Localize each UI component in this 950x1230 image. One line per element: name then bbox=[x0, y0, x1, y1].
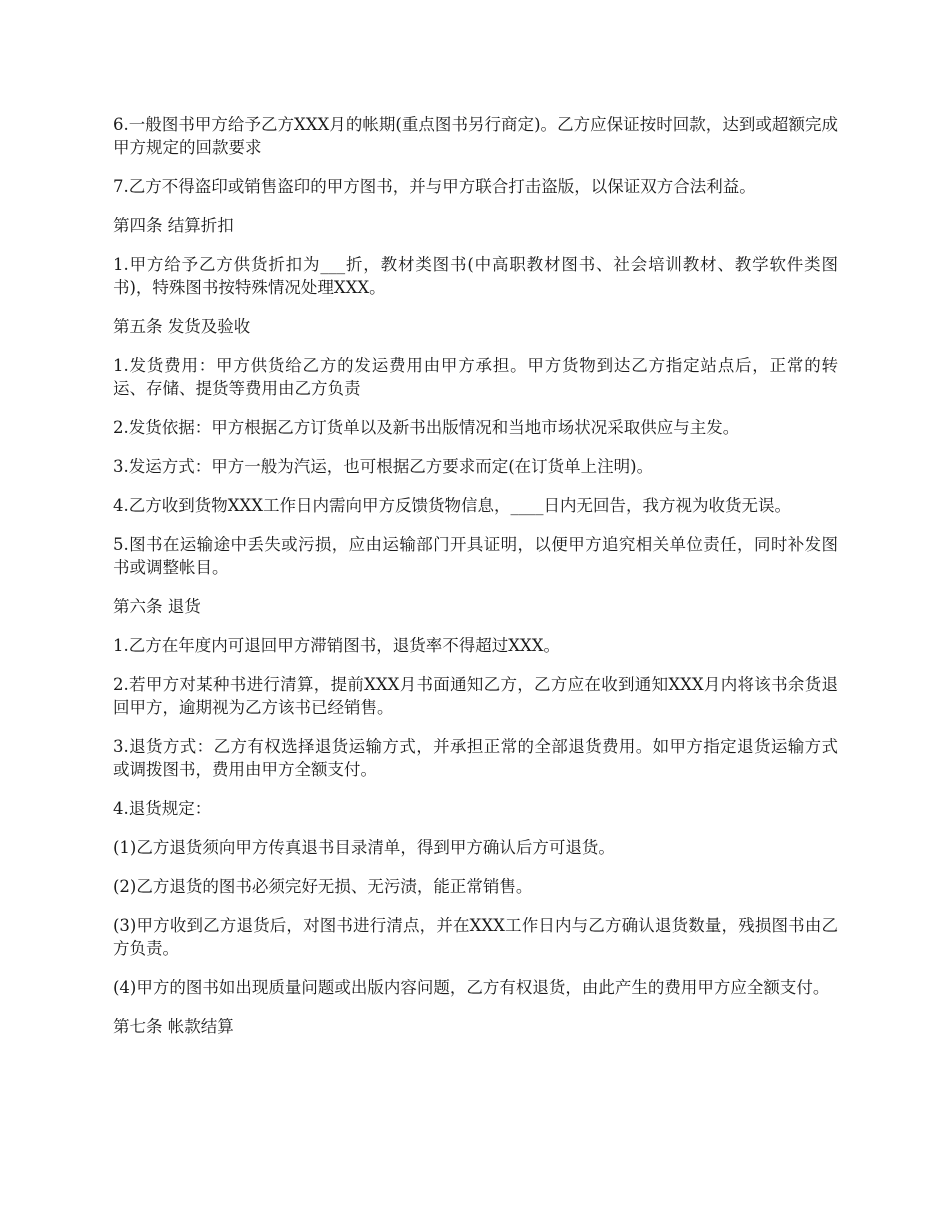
article-6-item-1: 1.乙方在年度内可退回甲方滞销图书，退货率不得超过XXX。 bbox=[113, 636, 560, 655]
article-5-heading: 第五条 发货及验收 bbox=[113, 317, 251, 336]
article-5-item-2: 2.发货依据：甲方根据乙方订货单以及新书出版情况和当地市场状况采取供应与主发。 bbox=[113, 418, 740, 437]
article-4-item-1: 1.甲方给予乙方供货折扣为___折，教材类图书(中高职教材图书、社会培训教材、教学软件类图书)，特殊图书按特殊情况处理XXX。 bbox=[113, 255, 838, 297]
article-4-heading: 第四条 结算折扣 bbox=[113, 216, 234, 235]
clause-7-anti-piracy: 7.乙方不得盗印或销售盗印的甲方图书，并与甲方联合打击盗版，以保证双方合法利益。 bbox=[113, 177, 756, 196]
article-6-heading: 第六条 退货 bbox=[113, 597, 201, 616]
clause-6-payment-term: 6.一般图书甲方给予乙方XXX月的帐期(重点图书另行商定)。乙方应保证按时回款，达到或超额完成甲方规定的回款要求 bbox=[113, 115, 838, 157]
return-rule-1: (1)乙方退货须向甲方传真退书目录清单，得到甲方确认后方可退货。 bbox=[113, 838, 615, 857]
article-7-heading: 第七条 帐款结算 bbox=[113, 1017, 234, 1036]
article-5-item-3: 3.发运方式：甲方一般为汽运，也可根据乙方要求而定(在订货单上注明)。 bbox=[113, 457, 654, 476]
article-6-item-3: 3.退货方式：乙方有权选择退货运输方式，并承担正常的全部退货费用。如甲方指定退货运输方式或调拨图书，费用由甲方全额支付。 bbox=[113, 737, 838, 779]
return-rule-4: (4)甲方的图书如出现质量问题或出版内容问题，乙方有权退货，由此产生的费用甲方应全额支付。 bbox=[113, 978, 830, 997]
return-rule-3: (3)甲方收到乙方退货后，对图书进行清点，并在XXX工作日内与乙方确认退货数量，残损图书由乙方负责。 bbox=[113, 916, 838, 958]
article-5-item-5: 5.图书在运输途中丢失或污损，应由运输部门开具证明，以便甲方追究相关单位责任，同时补发图书或调整帐目。 bbox=[113, 535, 838, 577]
article-5-item-4: 4.乙方收到货物XXX工作日内需向甲方反馈货物信息，____日内无回告，我方视为收货无误。 bbox=[113, 496, 791, 515]
document-page bbox=[113, 113, 838, 1054]
article-6-item-2: 2.若甲方对某种书进行清算，提前XXX月书面通知乙方，乙方应在收到通知XXX月内将该书余货退回甲方，逾期视为乙方该书已经销售。 bbox=[113, 675, 838, 717]
article-6-item-4: 4.退货规定： bbox=[113, 799, 212, 818]
article-5-item-1: 1.发货费用：甲方供货给乙方的发运费用由甲方承担。甲方货物到达乙方指定站点后，正常的转运、存储、提货等费用由乙方负责 bbox=[113, 356, 838, 398]
return-rule-2: (2)乙方退货的图书必须完好无损、无污渍，能正常销售。 bbox=[113, 877, 533, 896]
